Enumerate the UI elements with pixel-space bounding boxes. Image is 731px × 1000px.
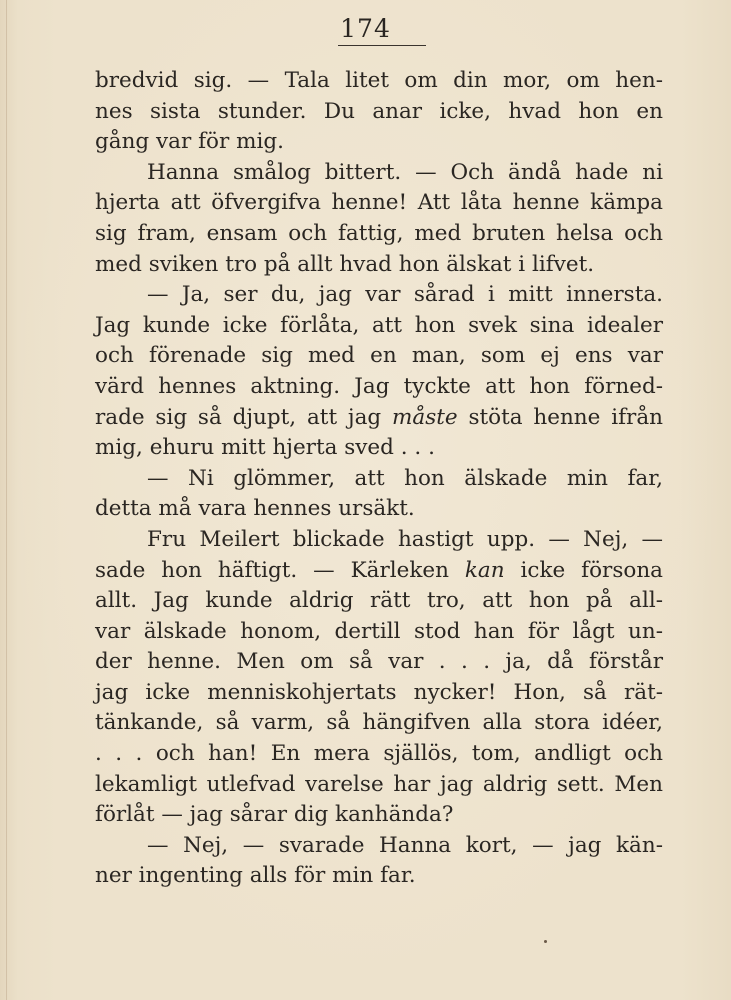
text-line: Fru Meilert blickade hastigt upp. — Nej, — <box>147 526 663 552</box>
text-line: förlåt — jag sårar dig kanhända? <box>95 802 454 828</box>
text-line: jag icke menniskohjertats nycker! Hon, så rät- <box>95 679 663 705</box>
text-line: med sviken tro på allt hvad hon älskat i lifvet. <box>95 251 595 277</box>
text-segment: sade hon häftigt. — Kärleken <box>95 557 465 583</box>
text-line: der henne. Men om så var . . . ja, då förstår <box>95 649 663 675</box>
text-line: var älskade honom, dertill stod han för lågt un- <box>95 618 663 644</box>
text-line <box>95 403 663 434</box>
text-line: . . . och han! En mera själlös, tom, andligt och <box>95 741 663 767</box>
text-line: hjerta att öfvergifva henne! Att låta henne kämpa <box>95 190 663 216</box>
text-line: tänkande, så varm, så hängifven alla stora idéer, <box>95 710 663 736</box>
text-line: — Ja, ser du, jag var sårad i mitt innersta. <box>147 282 663 308</box>
text-line: — Nej, — svarade Hanna kort, — jag kän- <box>147 832 663 858</box>
text-line: allt. Jag kunde aldrig rätt tro, att hon på all- <box>95 588 663 614</box>
page-gutter-edge <box>6 0 7 1000</box>
text-line: ner ingenting alls för min far. <box>95 863 416 889</box>
page-number: 174 <box>340 14 391 43</box>
text-line: mig, ehuru mitt hjerta sved . . . <box>95 435 435 461</box>
text-line <box>95 556 663 587</box>
page-number-rule <box>338 45 426 46</box>
text-line: detta må vara hennes ursäkt. <box>95 496 415 522</box>
text-line: nes sista stunder. Du anar icke, hvad hon en <box>95 98 663 124</box>
emphasized-word: kan <box>464 557 505 583</box>
text-segment: stöta henne ifrån <box>457 404 663 430</box>
text-line: bredvid sig. — Tala litet om din mor, om hen- <box>95 68 663 93</box>
text-line: Hanna smålog bittert. — Och ändå hade ni <box>147 159 663 185</box>
text-line: gång var för mig. <box>95 129 284 155</box>
text-line: — Ni glömmer, att hon älskade min far, <box>147 465 663 491</box>
text-line: Jag kunde icke förlåta, att hon svek sina idealer <box>95 312 663 338</box>
text-line: sig fram, ensam och fattig, med bruten helsa och <box>95 220 663 246</box>
text-line: och förenade sig med en man, som ej ens var <box>95 343 663 369</box>
text-segment: icke försona <box>504 557 663 583</box>
paper-speck <box>544 940 547 943</box>
text-line: lekamligt utlefvad varelse har jag aldrig sett. Men <box>95 771 663 797</box>
text-line: värd hennes aktning. Jag tyckte att hon förned- <box>95 373 663 399</box>
text-segment: rade sig så djupt, att jag <box>95 404 393 430</box>
emphasized-word: måste <box>392 404 458 430</box>
body-text <box>95 66 663 892</box>
